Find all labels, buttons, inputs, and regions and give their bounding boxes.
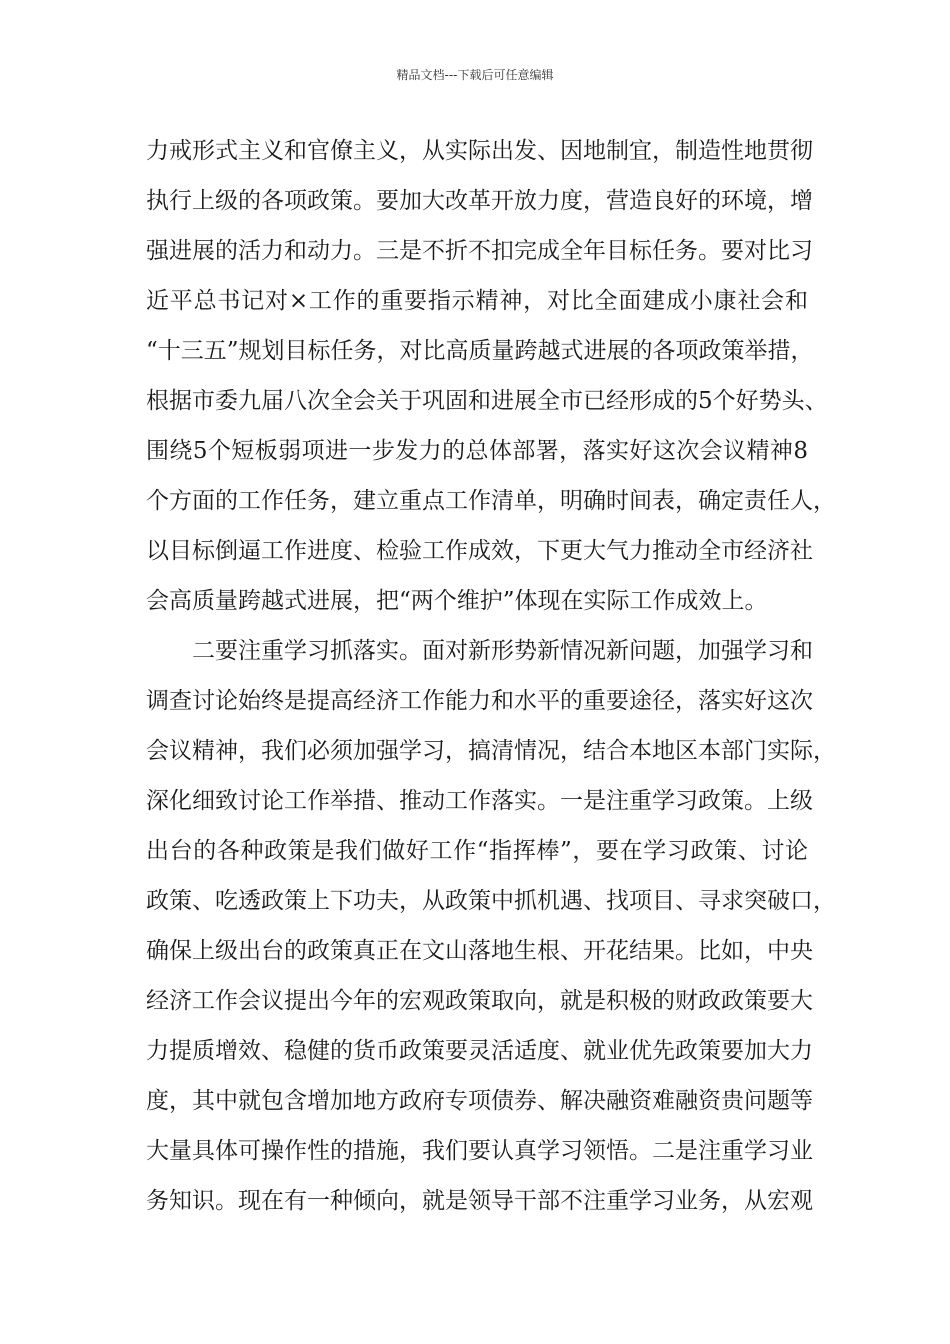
document-body	[146, 126, 836, 1226]
body-line-14: 深化细致讨论工作举措、推动工作落实。一是注重学习政策。上级	[146, 788, 813, 814]
body-line-8: 个方面的工作任务，建立重点工作清单，明确时间表，确定责任人，	[146, 488, 836, 514]
body-line-10: 会高质量跨越式进展，把“两个维护”体现在实际工作成效上。	[146, 588, 768, 614]
body-line-20: 度，其中就包含增加地方政府专项债券、解决融资难融资贵问题等	[146, 1088, 813, 1114]
body-line-18: 经济工作会议提出今年的宏观政策取向，就是积极的财政政策要大	[146, 988, 813, 1014]
body-line-1: 力戒形式主义和官僚主义，从实际出发、因地制宜，制造性地贯彻	[146, 138, 813, 164]
body-line-7: 围绕5个短板弱项进一步发力的总体部署，落实好这次会议精神8	[146, 438, 808, 464]
body-line-6: 根据市委九届八次全会关于巩固和进展全市已经形成的5个好势头、	[146, 388, 828, 414]
body-line-3: 强进展的活力和动力。三是不折不扣完成全年目标任务。要对比习	[146, 238, 813, 264]
body-line-22: 务知识。现在有一种倾向，就是领导干部不注重学习业务，从宏观	[146, 1188, 813, 1214]
body-line-17: 确保上级出台的政策真正在文山落地生根、开花结果。比如，中央	[146, 938, 813, 964]
body-line-19: 力提质增效、稳健的货币政策要灵活适度、就业优先政策要加大力	[146, 1038, 813, 1064]
body-line-9: 以目标倒逼工作进度、检验工作成效，下更大气力推动全市经济社	[146, 538, 813, 564]
body-line-12: 调查讨论始终是提高经济工作能力和水平的重要途径，落实好这次	[146, 688, 813, 714]
body-line-5: “十三五”规划目标任务，对比高质量跨越式进展的各项政策举措，	[146, 338, 814, 364]
body-line-2: 执行上级的各项政策。要加大改革开放力度，营造良好的环境，增	[146, 188, 813, 214]
page-header: 精品文档---下载后可任意编辑	[396, 68, 554, 82]
body-line-13: 会议精神，我们必须加强学习，搞清情况，结合本地区本部门实际，	[146, 738, 836, 764]
body-line-4: 近平总书记对×工作的重要指示精神，对比全面建成小康社会和	[146, 288, 808, 314]
body-line-16: 政策、吃透政策上下功夫，从政策中抓机遇、找项目、寻求突破口，	[146, 888, 836, 914]
body-line-15: 出台的各种政策是我们做好工作“指挥棒”，要在学习政策、讨论	[146, 838, 808, 864]
paragraph-2-line-1: 二要注重学习抓落实。面对新形势新情况新问题，加强学习和	[192, 638, 813, 664]
body-line-21: 大量具体可操作性的措施，我们要认真学习领悟。二是注重学习业	[146, 1138, 813, 1164]
